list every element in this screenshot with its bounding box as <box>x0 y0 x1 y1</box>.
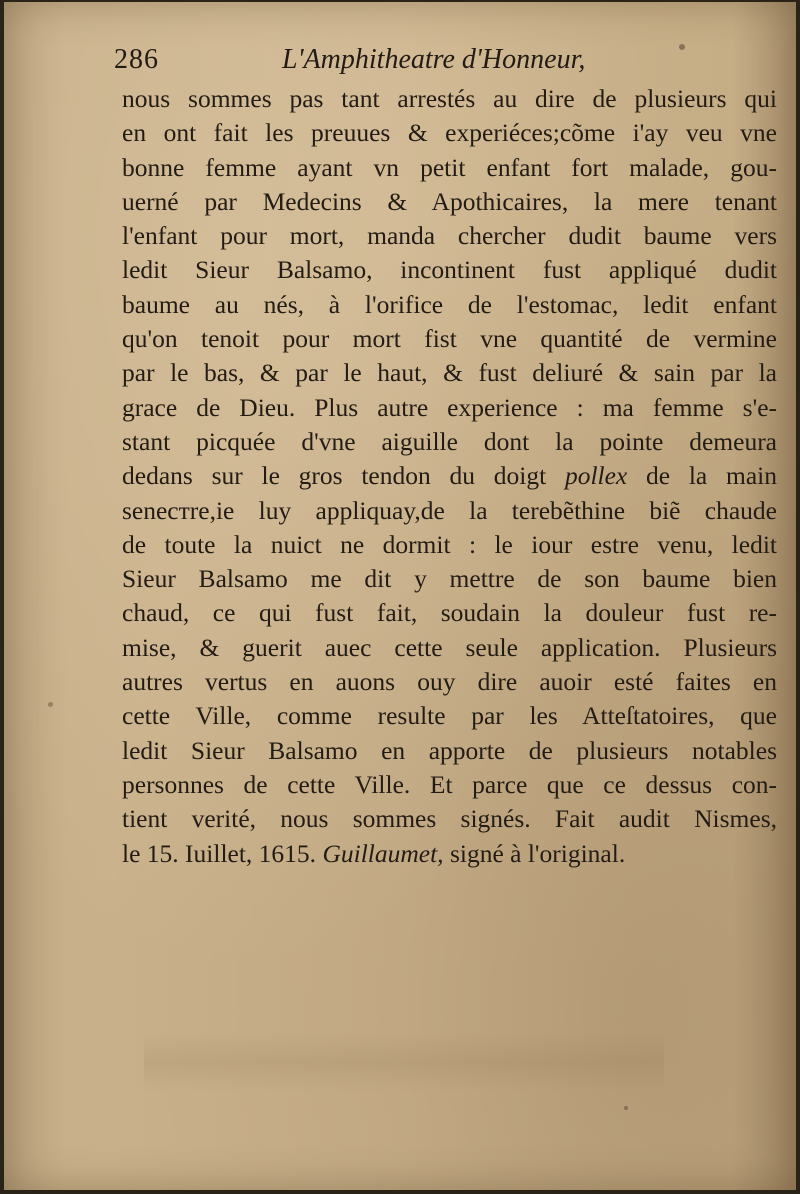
running-title: L'Amphitheatre d'Honneur, <box>282 44 586 75</box>
text-segment: dedans sur le gros tendon du doigt <box>122 461 547 491</box>
text-line: ledit Sieur Balsamo en apporte de plusieurs notables <box>122 735 777 765</box>
closing-line <box>122 837 777 871</box>
text-line-with-italic <box>122 459 777 493</box>
body-text <box>122 82 777 871</box>
text-line: qu'on tenoit pour mort fist vne quantité de vermine <box>122 324 777 354</box>
text-line: seneстre,ie luy appliquay,de la terebẽthine biẽ chaude <box>122 495 777 525</box>
text-segment: de la main <box>646 461 777 491</box>
text-line: mise, & guerit auec cette seule application. Plusieurs <box>122 632 777 662</box>
book-page <box>4 2 796 1190</box>
text-line: en ont fait les preuues & experiéces;cõme i'ay veu vne <box>122 118 777 148</box>
text-line: par le bas, & par le haut, & fust deliuré & sain par la <box>122 358 777 388</box>
text-line: l'enfant pour mort, manda chercher dudit baume vers <box>122 221 777 251</box>
text-line: personnes de cette Ville. Et parce que ce dessus con- <box>122 769 777 799</box>
show-through-stain <box>144 1032 664 1092</box>
text-line: Sieur Balsamo me dit y mettre de son baume bien <box>122 564 777 594</box>
text-line: de toute la nuict ne dormit : le iour estre venu, ledit <box>122 529 777 559</box>
text-line: cette Ville, comme resulte par les Atteſtatoires, que <box>122 701 777 731</box>
signature-name: Guillaumet, <box>322 838 444 868</box>
italic-term: pollex <box>564 461 628 491</box>
text-line: autres vertus en auons ouy dire auoir esté faites en <box>122 667 777 697</box>
text-line: baume au nés, à l'orifice de l'estomac, ledit enfant <box>122 289 777 319</box>
text-line: nous sommes pas tant arrestés au dire de plusieurs qui <box>122 84 777 113</box>
text-line: chaud, ce qui fust fait, soudain la douleur fust re- <box>122 598 777 628</box>
paper-spot <box>48 702 53 707</box>
paper-spot <box>624 1106 628 1110</box>
date-text: le 15. Iuillet, 1615. <box>122 838 317 868</box>
running-head <box>114 44 674 86</box>
text-line: tient verité, nous sommes signés. Fait audit Nismes, <box>122 804 777 834</box>
text-segment: signé à l'original. <box>449 838 626 868</box>
page-number: 286 <box>114 44 159 75</box>
text-line: ledit Sieur Balsamo, incontinent fust appliqué dudit <box>122 255 777 285</box>
text-line: grace de Dieu. Plus autre experience : ma femme s'e- <box>122 392 777 422</box>
text-line: uerné par Medecins & Apothicaires, la mere tenant <box>122 186 777 216</box>
text-line: bonne femme ayant vn petit enfant fort malade, gou- <box>122 152 777 182</box>
text-line: stant picquée d'vne aiguille dont la pointe demeura <box>122 426 777 456</box>
paper-spot <box>679 44 685 50</box>
